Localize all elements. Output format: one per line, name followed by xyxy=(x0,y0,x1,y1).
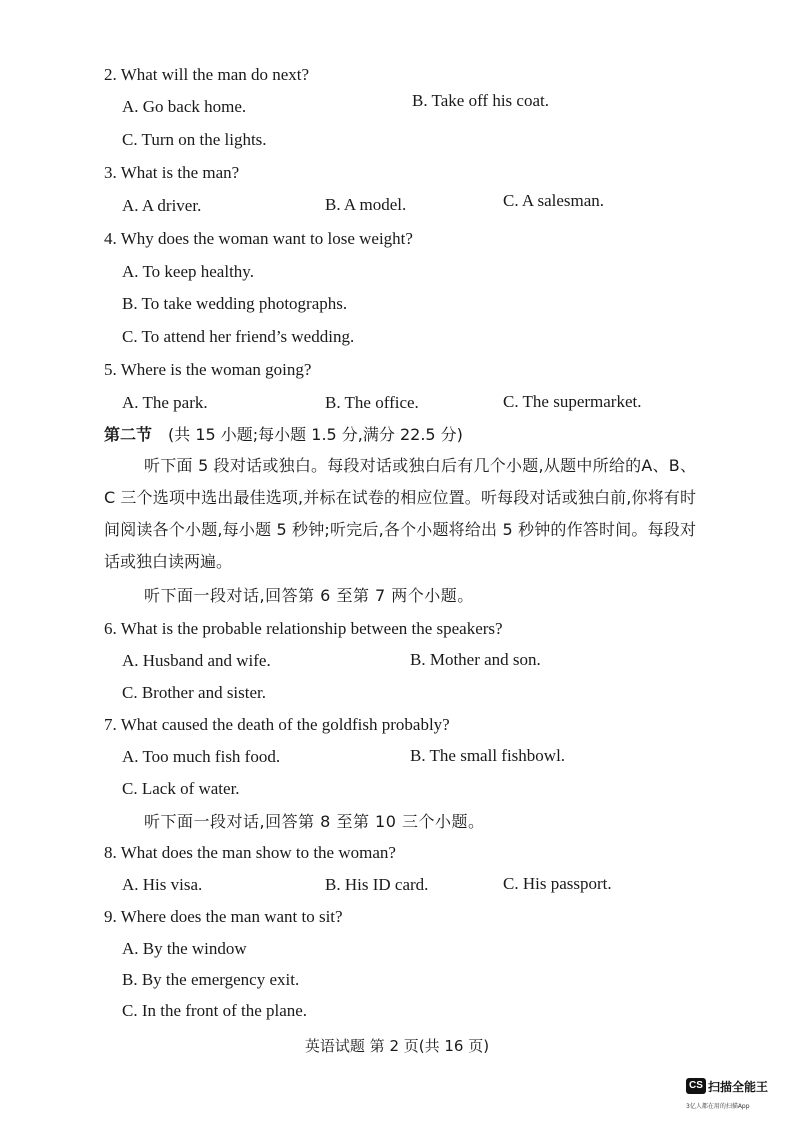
page-footer: 英语试题 第 2 页(共 16 页) xyxy=(304,1037,490,1055)
question-stem: 5. Where is the woman going? xyxy=(104,360,312,379)
option-c: C. Brother and sister. xyxy=(122,683,267,702)
listening-directive: 听下面一段对话,回答第 6 至第 7 两个小题。 xyxy=(144,586,474,605)
option-c: C. Turn on the lights. xyxy=(122,130,267,149)
option-c: C. To attend her friend’s wedding. xyxy=(122,327,355,346)
option-c: C. The supermarket. xyxy=(503,392,642,411)
option-b: B. To take wedding photographs. xyxy=(122,294,348,313)
option-a: A. A driver. xyxy=(122,196,202,215)
camscanner-logo-icon: CS xyxy=(686,1078,706,1094)
question-stem: 3. What is the man? xyxy=(104,163,240,182)
option-c: C. A salesman. xyxy=(503,191,605,210)
option-b: B. The office. xyxy=(325,393,419,412)
listening-directive: 听下面一段对话,回答第 8 至第 10 三个小题。 xyxy=(144,812,485,831)
option-b: B. The small fishbowl. xyxy=(410,746,566,765)
question-stem: 7. What caused the death of the goldfish probably? xyxy=(104,715,450,734)
option-b: B. Take off his coat. xyxy=(412,91,549,110)
watermark-title: 扫描全能王 xyxy=(708,1079,769,1094)
section-note: (共 15 小题;每小题 1.5 分,满分 22.5 分) xyxy=(168,425,463,444)
option-b: B. Mother and son. xyxy=(410,650,541,669)
question-stem: 8. What does the man show to the woman? xyxy=(104,843,396,862)
watermark-subtitle: 3亿人都在用的扫描App xyxy=(686,1103,750,1110)
question-stem: 2. What will the man do next? xyxy=(104,65,310,84)
question-stem: 4. Why does the woman want to lose weight? xyxy=(104,229,413,248)
option-a: A. Husband and wife. xyxy=(122,651,271,670)
section-heading xyxy=(104,424,463,446)
option-a: A. By the window xyxy=(122,939,247,958)
option-c: C. In the front of the plane. xyxy=(122,1001,308,1020)
option-a: A. Too much fish food. xyxy=(122,747,281,766)
section-title: 第二节 xyxy=(104,425,153,444)
option-a: A. To keep healthy. xyxy=(122,262,254,281)
question-stem: 6. What is the probable relationship between the speakers? xyxy=(104,619,503,638)
option-b: B. By the emergency exit. xyxy=(122,970,300,989)
option-b: B. A model. xyxy=(325,195,407,214)
option-a: A. The park. xyxy=(122,393,208,412)
option-b: B. His ID card. xyxy=(325,875,429,894)
option-c: C. Lack of water. xyxy=(122,779,240,798)
option-c: C. His passport. xyxy=(503,874,612,893)
scanner-watermark xyxy=(686,1077,768,1095)
section-instructions: 听下面 5 段对话或独白。每段对话或独白后有几个小题,从题中所给的A、B、C 三个选项中选出最佳选项,并标在试卷的相应位置。听每段对话或独白前,你将有时间阅读各个小题,每小题 5 秒钟;听完后,各个小题将给出 5 秒钟的作答时间。每段对话或独白读两遍。 xyxy=(104,456,696,571)
option-a: A. Go back home. xyxy=(122,97,247,116)
option-a: A. His visa. xyxy=(122,875,203,894)
question-stem: 9. Where does the man want to sit? xyxy=(104,907,343,926)
